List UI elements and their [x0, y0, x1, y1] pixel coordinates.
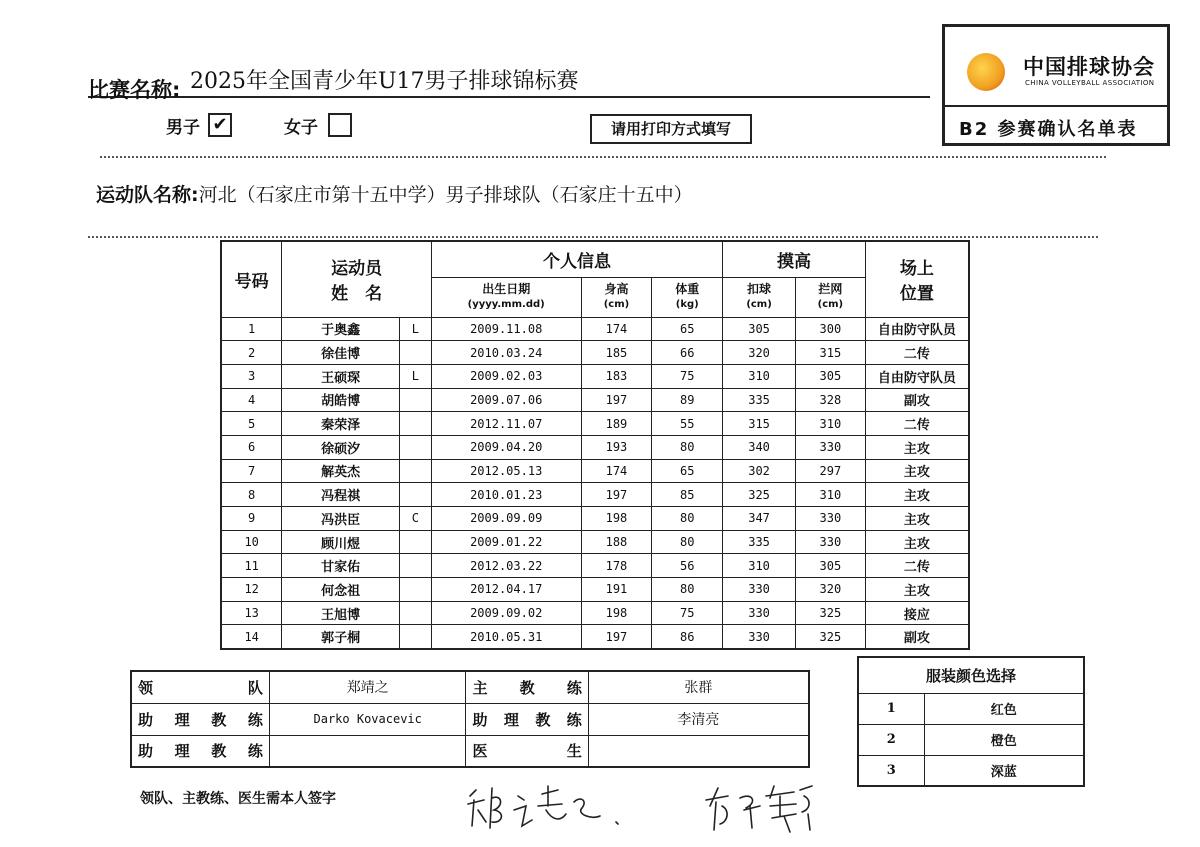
roster-row: [221, 341, 969, 365]
player-birth: 2009.09.09: [431, 507, 581, 531]
staff-name-field[interactable]: Darko Kovacevic: [269, 703, 466, 735]
player-height: 183: [581, 364, 652, 388]
player-name: 王硕琛: [282, 364, 400, 388]
kit-row: [858, 755, 1084, 786]
header-personal-info: 个人信息: [431, 241, 722, 277]
player-height: 185: [581, 341, 652, 365]
player-mark: [399, 625, 431, 649]
player-height: 198: [581, 507, 652, 531]
player-number: 12: [221, 578, 282, 602]
staff-role-label: [466, 671, 588, 703]
header-weight-label: 体重: [675, 282, 700, 296]
player-position: 接应: [865, 601, 969, 625]
player-number: 5: [221, 412, 282, 436]
roster-row: [221, 625, 969, 649]
player-spike: 330: [723, 601, 796, 625]
roster-row: [221, 388, 969, 412]
header-reach: 摸高: [723, 241, 866, 277]
player-weight: 65: [652, 317, 723, 341]
player-mark: [399, 388, 431, 412]
form-title: B2 参赛确认名单表: [959, 119, 1138, 140]
association-name-en: CHINA VOLLEYBALL ASSOCIATION: [1025, 79, 1155, 87]
player-weight: 80: [652, 530, 723, 554]
player-mark: [399, 578, 431, 602]
player-birth: 2010.05.31: [431, 625, 581, 649]
roster-row: [221, 364, 969, 388]
roster-row: [221, 483, 969, 507]
player-block: 315: [795, 341, 865, 365]
player-block: 305: [795, 554, 865, 578]
player-birth: 2010.01.23: [431, 483, 581, 507]
player-birth: 2009.01.22: [431, 530, 581, 554]
kit-row: [858, 724, 1084, 755]
player-birth: 2009.02.03: [431, 364, 581, 388]
player-name: 何念祖: [282, 578, 400, 602]
player-block: 310: [795, 412, 865, 436]
player-height: 197: [581, 388, 652, 412]
volleyball-logo-icon: [967, 53, 1005, 91]
player-mark: [399, 601, 431, 625]
player-height: 197: [581, 483, 652, 507]
player-block: 330: [795, 435, 865, 459]
staff-name-field[interactable]: [269, 735, 466, 767]
player-spike: 320: [723, 341, 796, 365]
dotted-divider-top: [100, 156, 1106, 158]
player-birth: 2012.03.22: [431, 554, 581, 578]
player-spike: 325: [723, 483, 796, 507]
staff-role-char: 教: [211, 710, 227, 729]
player-block: 325: [795, 625, 865, 649]
player-number: 2: [221, 341, 282, 365]
staff-role-label: [466, 703, 588, 735]
staff-role-char: 理: [174, 710, 190, 729]
player-spike: 330: [723, 578, 796, 602]
header-height-label: 身高: [604, 282, 629, 296]
player-name: 胡皓博: [282, 388, 400, 412]
player-name: 甘家佑: [282, 554, 400, 578]
sign-note: 领队、主教练、医生需本人签字: [140, 791, 336, 807]
player-number: 11: [221, 554, 282, 578]
player-position: 副攻: [865, 388, 969, 412]
signature-coach: [700, 776, 830, 836]
player-block: 297: [795, 459, 865, 483]
player-position: 主攻: [865, 459, 969, 483]
player-height: 198: [581, 601, 652, 625]
staff-name-field[interactable]: 李清亮: [588, 703, 809, 735]
player-number: 14: [221, 625, 282, 649]
kit-color-table: [857, 656, 1085, 787]
player-position: 主攻: [865, 435, 969, 459]
player-position: 主攻: [865, 530, 969, 554]
player-number: 1: [221, 317, 282, 341]
kit-number: 3: [858, 755, 924, 786]
player-number: 10: [221, 530, 282, 554]
staff-role-char: 教: [211, 742, 227, 761]
header-spike: [723, 277, 796, 317]
player-block: 320: [795, 578, 865, 602]
staff-role-char: 助: [472, 710, 488, 729]
player-weight: 85: [652, 483, 723, 507]
kit-color: 深蓝: [924, 755, 1084, 786]
staff-name-field[interactable]: [588, 735, 809, 767]
player-position: 副攻: [865, 625, 969, 649]
player-spike: 335: [723, 388, 796, 412]
player-weight: 80: [652, 578, 723, 602]
player-position: 自由防守队员: [865, 364, 969, 388]
staff-name-field[interactable]: 郑靖之: [269, 671, 466, 703]
roster-row: [221, 317, 969, 341]
player-height: 178: [581, 554, 652, 578]
header-spike-label: 扣球: [747, 282, 772, 296]
header-player-line2: 姓 名: [331, 284, 383, 305]
roster-row: [221, 435, 969, 459]
staff-role-char: 理: [174, 742, 190, 761]
staff-role-char: 队: [247, 678, 263, 697]
header-birth: [431, 277, 581, 317]
header-position-line2: 位置: [899, 284, 934, 305]
player-mark: [399, 530, 431, 554]
kit-number: 2: [858, 724, 924, 755]
staff-role-char: 助: [138, 742, 154, 761]
player-number: 13: [221, 601, 282, 625]
header-height: [581, 277, 652, 317]
player-height: 191: [581, 578, 652, 602]
player-birth: 2010.03.24: [431, 341, 581, 365]
player-birth: 2009.04.20: [431, 435, 581, 459]
kit-color: 红色: [924, 693, 1084, 724]
player-name: 徐佳博: [282, 341, 400, 365]
roster-row: [221, 459, 969, 483]
player-number: 3: [221, 364, 282, 388]
player-block: 328: [795, 388, 865, 412]
player-spike: 335: [723, 530, 796, 554]
header-height-unit: (cm): [603, 299, 630, 310]
player-number: 8: [221, 483, 282, 507]
roster-row: [221, 530, 969, 554]
header-player-line1: 运动员: [331, 259, 383, 280]
staff-role-label: [131, 735, 269, 767]
staff-role-char: 教: [535, 710, 551, 729]
player-name: 徐硕汐: [282, 435, 400, 459]
player-mark: [399, 554, 431, 578]
player-height: 174: [581, 317, 652, 341]
staff-role-char: 教: [519, 678, 535, 697]
male-label: 男子: [166, 118, 200, 138]
player-position: 主攻: [865, 507, 969, 531]
player-position: 二传: [865, 412, 969, 436]
staff-row: [131, 703, 809, 735]
player-height: 188: [581, 530, 652, 554]
player-position: 二传: [865, 554, 969, 578]
player-weight: 80: [652, 507, 723, 531]
team-label: 运动队名称:: [96, 184, 199, 206]
staff-role-char: 练: [247, 710, 263, 729]
match-name-row: [88, 62, 930, 102]
player-position: 自由防守队员: [865, 317, 969, 341]
staff-role-label: [466, 735, 588, 767]
staff-role-char: 医: [472, 742, 488, 761]
player-weight: 86: [652, 625, 723, 649]
player-number: 6: [221, 435, 282, 459]
player-spike: 340: [723, 435, 796, 459]
player-name: 顾川煜: [282, 530, 400, 554]
header-number: 号码: [221, 241, 282, 317]
header-player: [282, 241, 432, 317]
player-spike: 305: [723, 317, 796, 341]
dotted-divider-bottom: [88, 236, 1098, 238]
roster-row: [221, 412, 969, 436]
player-mark: [399, 412, 431, 436]
player-weight: 55: [652, 412, 723, 436]
player-position: 二传: [865, 341, 969, 365]
kit-row: [858, 693, 1084, 724]
player-spike: 310: [723, 364, 796, 388]
header-birth-format: (yyyy.mm.dd): [467, 299, 545, 310]
staff-row: [131, 735, 809, 767]
player-spike: 310: [723, 554, 796, 578]
player-name: 于奥鑫: [282, 317, 400, 341]
male-checkbox[interactable]: ✔: [208, 113, 232, 137]
roster-row: [221, 578, 969, 602]
header-block-unit: (cm): [817, 299, 844, 310]
match-name: 2025年全国青少年U17男子排球锦标赛: [190, 69, 579, 94]
staff-row: [131, 671, 809, 703]
player-birth: 2009.09.02: [431, 601, 581, 625]
female-label: 女子: [284, 118, 318, 138]
player-number: 7: [221, 459, 282, 483]
staff-role-char: 主: [472, 678, 488, 697]
player-birth: 2009.11.08: [431, 317, 581, 341]
player-number: 9: [221, 507, 282, 531]
player-block: 325: [795, 601, 865, 625]
header-block-label: 拦网: [818, 282, 843, 296]
staff-role-char: 理: [503, 710, 519, 729]
team-name: 河北（石家庄市第十五中学）男子排球队（石家庄十五中）: [198, 184, 693, 206]
roster-row: [221, 554, 969, 578]
kit-color: 橙色: [924, 724, 1084, 755]
player-mark: L: [399, 317, 431, 341]
player-name: 解英杰: [282, 459, 400, 483]
player-weight: 66: [652, 341, 723, 365]
team-name-row: [96, 180, 693, 207]
player-block: 300: [795, 317, 865, 341]
header-birth-label: 出生日期: [482, 282, 531, 296]
signature-leader: [462, 776, 632, 836]
kit-body: [858, 693, 1084, 786]
roster-body: [221, 317, 969, 649]
player-block: 305: [795, 364, 865, 388]
match-label: 比赛名称:: [88, 78, 181, 102]
player-spike: 315: [723, 412, 796, 436]
kit-number: 1: [858, 693, 924, 724]
player-mark: [399, 483, 431, 507]
staff-table: [130, 670, 810, 768]
staff-role-label: [131, 671, 269, 703]
staff-role-char: 助: [138, 710, 154, 729]
staff-name-field[interactable]: 张群: [588, 671, 809, 703]
staff-body: [131, 671, 809, 767]
player-height: 197: [581, 625, 652, 649]
player-weight: 80: [652, 435, 723, 459]
header-weight-unit: (kg): [675, 299, 699, 310]
player-name: 王旭博: [282, 601, 400, 625]
player-name: 冯洪臣: [282, 507, 400, 531]
player-birth: 2012.04.17: [431, 578, 581, 602]
player-mark: [399, 341, 431, 365]
player-block: 310: [795, 483, 865, 507]
player-block: 330: [795, 530, 865, 554]
player-weight: 56: [652, 554, 723, 578]
player-spike: 330: [723, 625, 796, 649]
player-height: 174: [581, 459, 652, 483]
player-name: 秦荣泽: [282, 412, 400, 436]
player-position: 主攻: [865, 578, 969, 602]
player-spike: 302: [723, 459, 796, 483]
player-birth: 2012.11.07: [431, 412, 581, 436]
player-mark: L: [399, 364, 431, 388]
staff-role-char: 领: [138, 678, 154, 697]
player-height: 193: [581, 435, 652, 459]
player-weight: 75: [652, 601, 723, 625]
female-checkbox[interactable]: [328, 113, 352, 137]
roster-row: [221, 507, 969, 531]
header-position: [865, 241, 969, 317]
player-spike: 347: [723, 507, 796, 531]
player-mark: [399, 459, 431, 483]
header-block: [795, 277, 865, 317]
player-weight: 65: [652, 459, 723, 483]
player-mark: C: [399, 507, 431, 531]
staff-role-char: 练: [247, 742, 263, 761]
player-height: 189: [581, 412, 652, 436]
player-birth: 2009.07.06: [431, 388, 581, 412]
print-note: 请用打印方式填写: [590, 114, 752, 144]
player-number: 4: [221, 388, 282, 412]
player-block: 330: [795, 507, 865, 531]
staff-role-char: 生: [566, 742, 582, 761]
staff-role-label: [131, 703, 269, 735]
header-spike-unit: (cm): [746, 299, 772, 310]
logo-box: [942, 24, 1170, 146]
player-mark: [399, 435, 431, 459]
player-weight: 89: [652, 388, 723, 412]
roster-table: [220, 240, 970, 650]
logo-divider: [945, 105, 1167, 107]
staff-role-char: 练: [566, 710, 582, 729]
header-position-line1: 场上: [899, 259, 934, 280]
association-name-cn: 中国排球协会: [1023, 54, 1155, 79]
staff-role-char: 练: [566, 678, 582, 697]
player-position: 主攻: [865, 483, 969, 507]
kit-title: 服装颜色选择: [858, 657, 1084, 693]
player-name: 郭子桐: [282, 625, 400, 649]
player-birth: 2012.05.13: [431, 459, 581, 483]
header-weight: [652, 277, 723, 317]
roster-row: [221, 601, 969, 625]
player-weight: 75: [652, 364, 723, 388]
player-name: 冯程祺: [282, 483, 400, 507]
